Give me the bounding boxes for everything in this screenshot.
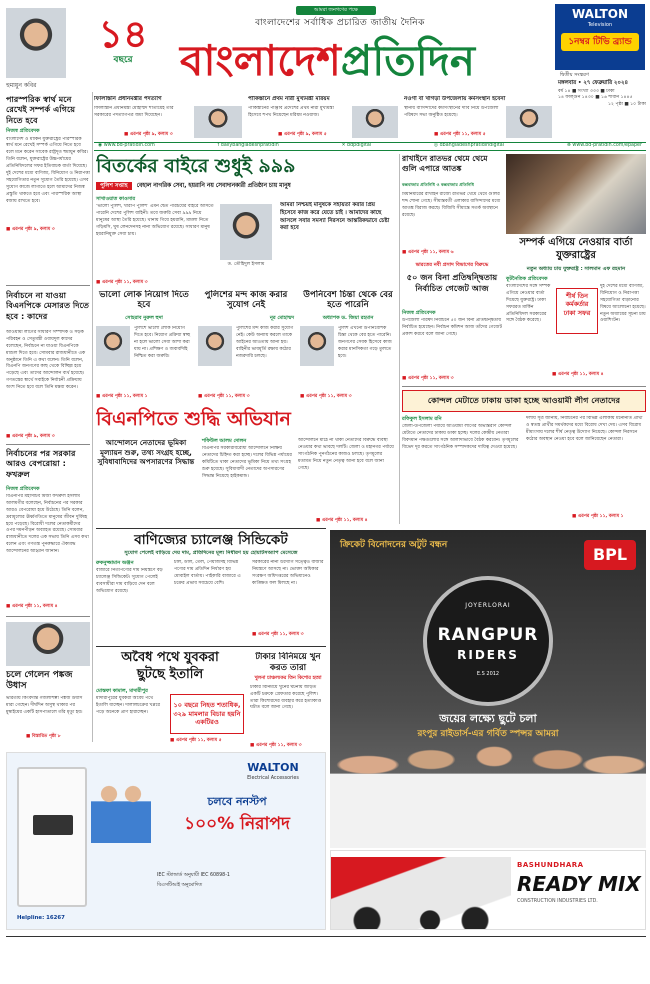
left-more-1[interactable]: ■ এরপর পৃষ্ঠা ৯, কলাম ৩ [6,226,55,232]
left-byline-1: নিজস্ব প্রতিবেদক [6,127,40,134]
sub-lead-2[interactable]: পুলিশের মন্দ কাজ করার সুযোগ নেই নূর মোহাম্মদ পুলিশের মন্দ কাজ করার সুযোগ নেই। কেউ অন্যায় করলে তাকে আইনের আওতায় আনা হয়। বাহিনীর ভাবমূর্তি রক্ষায় কঠোর নজরদারি চলছে। ■ এরপর পৃষ্ঠা ১১, কলাম ৩ [198,290,294,399]
us-byline: কূটনৈতিক প্রতিবেদক [506,276,548,282]
walton-tv-sub: Television [587,22,613,29]
sub-lead-3-title: উপনিবেশ চিন্তা থেকে বের হতে পারেনি [303,290,393,311]
syndicate-more[interactable]: ■ এরপর পৃষ্ঠা ১১, কলাম ৩ [252,632,304,637]
social-fb[interactable] [218,143,279,149]
social-x-text: bdpdigital [347,143,372,149]
teaser-3-photo [506,106,552,138]
readymix-ad[interactable] [330,850,646,930]
left-column: পারস্পরিক স্বার্থ মনে রেখেই সম্পর্ক এগিয়ে নিতে হবে নিজস্ব প্রতিবেদক বাংলাদেশ ও মার্কিন যুক্তরাষ্ট্রের পারস্পরিক স্বার্থ মনে রেখেই সম্পর্ক এগিয়ে নিতে হবে বলে মনে করেন সাবেক রাষ্ট্রদূত হুমায়ুন কবির। তিনি বলেন, যুক্তরাষ্ট্রের উচ্চপর্যায়ের প্রতিনিধিদলের সফর ইতিবাচক বার্তা দিয়েছে। দুই দেশের মধ্যে বাণিজ্য, বিনিয়োগ ও নিরাপত্তা সহযোগিতার নতুন সুযোগ তৈরি হয়েছে। এসব সুযোগ কাজে লাগাতে হলে আমাদের নিজস্ব প্রস্তুতি থাকতে হবে এবং পারস্পরিক আস্থা বজায় রাখতে হবে। ■ এরপর পৃষ্ঠা ৯, কলাম ৩ নির্বাচনে না যাওয়া বিএনপিকে মেসারত দিতে হবে : কাদের আওয়ামী লীগের সাধারণ সম্পাদক ও সড়ক পরিবহন ও সেতুমন্ত্রী ওবায়দুল কাদের বলেছেন, নির্বাচনে না যাওয়া বিএনপিকে মাশুল দিতে হবে। সোমবার রাজধানীতে এক অনুষ্ঠানে তিনি এ কথা বলেন। তিনি বলেন, বিএনপি জনগণের কাছ থেকে বিচ্ছিন্ন হয়ে পড়েছে এবং তাদের আন্দোলন ব্যর্থ হয়েছে। গণতন্ত্রের স্বার্থে সবাইকে নির্বাচনী প্রক্রিয়ায় অংশ নিতে হবে বলে তিনি মন্তব্য করেন। ■ এরপর পৃষ্ঠা ৯, কলাম ৩ নির্বাচনের পর সরকার আরও বেপরোয়া : ফখরুল নিজস্ব প্রতিবেদক বিএনপির মহাসচিব মির্জা ফখরুল ইসলাম আলমগীর বলেছেন, নির্বাচনের পর সরকার আরও বেপরোয়া হয়ে উঠেছে। তিনি বলেন, দ্রব্যমূল্যের ঊর্ধ্বগতিতে মানুষের জীবন দুর্বিষহ হয়ে পড়েছে। বিরোধী দলের নেতাকর্মীদের ওপর দমনপীড়ন অব্যাহত রয়েছে। সোমবার রাজধানীতে দলের এক সভায় তিনি এসব কথা বলেন এবং গণতন্ত্র পুনরুদ্ধারে ঐক্যবদ্ধ আন্দোলনের আহ্বান জানান। ■ এরপর পৃষ্ঠা ১১, কলাম ৪ চলে গেলেন পঙ্কজ উধাস ভারতীয় কিংবদন্তি গজলশিল্পী পঙ্কজ উধাস মারা গেছেন। দীর্ঘদিন অসুস্থ থাকার পর মুম্বাইয়ের একটি হাসপাতালে তাঁর মৃত্যু হয়। ■ বিস্তারিত পৃষ্ঠা ৮ [6,94,90,739]
italy-story: অবৈধ পথে যুবকরা ছুটছে ইতালি মোস্তফা কামাল, মাদারীপুর মাদারীপুরের যুবকরা অবৈধ পথে ইতালি যাচ্ছেন। দালালচক্রের খপ্পরে পড়ে অনেকে প্রাণ হারাচ্ছেন। ১০ বছরে নিহত শতাধিক, ৩২৯ মামলার বিচার হয়নি একটিরও ■ এরপর পৃষ্ঠা ১১, কলাম ৫ [96,650,246,746]
bpl-slogan-2: রংপুর রাইডার্স-এর গর্বিত স্পন্সর আমরা [417,729,559,739]
election-headline[interactable]: ৫০ জন বিনা প্রতিদ্বন্দ্বিতায় নির্বাচিত গেজেট আজ [406,272,498,293]
tagline-box: আমরা জনগণের পক্ষে [296,6,376,15]
teaser-1[interactable]: ফিলিস্তিনি প্রধানমন্ত্রীর পদত্যাগ ফিলিস্তিনি প্রধানমন্ত্রী মোহাম্মদ শাতায়েহ তাঁর সরকারের পদত্যাগপত্র জমা দিয়েছেন। ■ এরপর পৃষ্ঠা ৯, কলাম ৩ [94,96,244,140]
readymix-main: READY MIX [517,872,641,896]
nameplate[interactable] [180,30,540,92]
left-more-3[interactable]: ■ এরপর পৃষ্ঠা ১১, কলাম ৪ [6,604,58,609]
sub-lead-1-author: সোহরাব নুরুল হুদা [125,314,163,321]
right-column: রাখাইনে রাতভর থেমে থেমে গুলি এপারে আতঙ্ক কক্সবাজার প্রতিনিধি ও কক্সবাজার প্রতিনিধি মিয়ানমারের রাখাইন রাজ্যে রাতভর থেমে থেমে গুলির শব্দ শোনা গেছে। সীমান্তবর্তী এলাকার বাসিন্দাদের মধ্যে আতঙ্ক বিরাজ করছে। বিজিবি সীমান্তে সতর্ক অবস্থানে রয়েছে। ■ এরপর পৃষ্ঠা ১১, কলাম ৬ সম্পর্ক এগিয়ে নেওয়ার বার্তা যুক্তরাষ্ট্রের নতুন অধ্যায় চায় যুক্তরাষ্ট্র : সালমান এফ রহমান কূটনৈতিক প্রতিবেদক বাংলাদেশের সঙ্গে সম্পর্ক এগিয়ে নেওয়ার বার্তা দিয়েছে যুক্তরাষ্ট্র। ঢাকা সফররত মার্কিন প্রতিনিধিদল সরকারের সঙ্গে বৈঠক করেছে। শীর্ষ তিন কর্মকর্তার ঢাকা সফর দুই দেশের মধ্যে বাণিজ্য, বিনিয়োগ ও নিরাপত্তা সহযোগিতা বাড়ানোর বিষয়ে আলোচনা হয়েছে। নতুন অধ্যায়ের সূচনা চায় ওয়াশিংটন। ■ এরপর পৃষ্ঠা ১১, কলাম ৪ ভারতের নবী প্রসাদ বিভাগের বিরুদ্ধে ৫০ জন বিনা প্রতিদ্বন্দ্বিতায় নির্বাচিত গেজেট আজ নিজস্ব প্রতিবেদক উপজেলা পরিষদ নির্বাচনে ৫০ জন বিনা প্রতিদ্বন্দ্বিতায় নির্বাচিত হয়েছেন। নির্বাচন কমিশন আজ তাঁদের গেজেট প্রকাশ করবে বলে জানা গেছে। ■ এরপর পৃষ্ঠা ১১, কলাম ৩ কোন্দল মেটাতে ঢাকায় ডাকা হচ্ছে আওয়ামী লীগ নেতাদের রফিকুল ইসলাম রনি জেলা-উপজেলা পর্যায়ে আওয়ামী লীগের অভ্যন্তরীণ কোন্দল মেটাতে নেতাদের ঢাকায় ডাকা হচ্ছে। দলের কেন্দ্রীয় নেতারা বিবদমান পক্ষগুলোর সঙ্গে আলাদাভাবে বৈঠক করবেন। তৃণমূলের বিভেদ দূর করতে সাংগঠনিক সম্পাদকদের দায়িত্ব দেওয়া হয়েছে। দলীয় সূত্র জানায়, নির্বাচনের পর বিভিন্ন এলাকায় মনোনীত প্রার্থী ও স্বতন্ত্র প্রার্থীর সমর্থকদের মধ্যে বিরোধ দেখা দেয়। এসব বিরোধ মীমাংসায় দলের শীর্ষ নেতৃত্ব উদ্যোগ নিয়েছে। কোন্দল নিরসনে কঠোর অবস্থান নেওয়া হবে বলে জানিয়েছেন নেতারা। ■ এরপর পৃষ্ঠা ১১, কলাম ১ [402,154,646,519]
rangpur-est: E.S 2012 [476,671,500,678]
bpl-ad[interactable] [330,530,646,848]
page-price: ১২ পৃষ্ঠা ■ ১০ টাকা [608,101,646,107]
teaser-2-title: পাকিস্তানে প্রথম নারী মুখ্যমন্ত্রী মরিয়ম [248,96,330,102]
bpl-top-text: ক্রিকেট বিনোদনের অটুট বন্ধন [340,540,448,550]
social-fb-text: dailybangladeshpratidin [220,143,279,149]
sub-lead-2-more: ■ এরপর পৃষ্ঠা ১১, কলাম ৩ [198,394,250,399]
us-inset-title: শীর্ষ তিন কর্মকর্তার ঢাকা সফর [563,292,591,317]
walton-bullet-2: বিএসটিআই অনুমোদিত [157,883,202,888]
sub-lead-2-photo [198,326,232,366]
calendar-line: ১৪ ফাল্গুন ১৪৩০ ■ ১৬ শাবান ১৪৪৫ [558,95,633,101]
social-ig-text: dbangladeshpratidindigital [439,143,505,149]
teaser-2[interactable]: পাকিস্তানে প্রথম নারী মুখ্যমন্ত্রী মরিয়ম পাকিস্তানের পাঞ্জাব প্রদেশের প্রথম নারী মুখ্যমন্ত্রী হিসেবে শপথ নিয়েছেন মরিয়ম নওয়াজ। ■ এরপর পৃষ্ঠা ৯, কলাম ৫ [248,96,400,140]
sub-lead-2-title: পুলিশের মন্দ কাজ করার সুযোগ নেই [204,290,288,311]
lead-photo-caption: ড. তৌহিদুল ইসলাম [227,262,265,267]
social-bar [94,142,646,151]
lead-more[interactable]: ■ এরপর পৃষ্ঠা ১১, কলাম ৩ [96,280,148,285]
kondol-byline: রফিকুল ইসলাম রনি [402,416,442,422]
columnist-photo [6,8,66,78]
readymix-sub: CONSTRUCTION INDUSTRIES LTD. [517,899,598,904]
left-byline-3: নিজস্ব প্রতিবেদক [6,486,40,492]
rakhine-more[interactable]: ■ এরপর পৃষ্ঠা ১১, কলাম ৬ [402,250,454,255]
players-photo [330,744,646,848]
rakhine-byline: কক্সবাজার প্রতিনিধি ও কক্সবাজার প্রতিনিধি [402,182,474,187]
lead-quote: আমরা নিশ্চয়ই মানুষকে সহায়তা করার প্রিয় হিসেবে কাজ করে যেতে চাই । আমাদের কাছে আসলে সবার সমস্যা নিরসনে আন্তরিকভাবে চেষ্টা করা হবে [280,202,390,232]
taka-subhead: খুলনা চাঞ্চল্যকর তিন কিশোর হত্যা [254,676,322,682]
date-line: মঙ্গলবার • ২৭ ফেব্রুয়ারি ২০২৪ [558,80,628,86]
italy-inset [170,694,244,734]
walton-tv-ad[interactable] [555,4,645,70]
edition-label: দ্বিতীয় সংস্করণ [560,72,589,78]
italy-byline: মোস্তফা কামাল, মাদারীপুর [96,688,148,694]
anniversary-word: বছরে [113,55,133,65]
rakhine-photo [506,154,646,234]
us-more[interactable]: ■ এরপর পৃষ্ঠা ১১, কলাম ৪ [552,372,604,377]
lead-headline[interactable]: বিতর্কের বাইরে শুধুই ৯৯৯ [96,155,296,177]
facebook-icon: f [217,143,220,149]
teaser-3-more: ■ এরপর পৃষ্ঠা ১১, কলাম ৫ [434,132,486,137]
left-more-4[interactable]: ■ বিস্তারিত পৃষ্ঠা ৮ [26,734,61,739]
breaker-image [17,767,87,907]
nameplate-left: বাংলাদেশ [180,36,341,85]
anniversary-logo [88,14,158,64]
italy-headline[interactable]: অবৈধ পথে যুবকরা ছুটছে ইতালি [121,650,219,682]
election-more[interactable]: ■ এরপর পৃষ্ঠা ১১, কলাম ৩ [402,376,454,381]
walton-tv-rank: ১নম্বর টিভি ব্র্যান্ড [561,33,639,51]
social-epaper[interactable] [567,143,642,149]
us-subhead: নতুন অধ্যায় চায় যুক্তরাষ্ট্র : সালমান এফ রহমান [526,266,626,272]
x-icon: ✕ [341,143,346,149]
taka-more[interactable]: ■ এরপর পৃষ্ঠা ১১, কলাম ৩ [250,742,302,748]
sub-lead-3[interactable]: উপনিবেশ চিন্তা থেকে বের হতে পারেনি অধ্যাপক ড. জিয়া রহমান পুলিশ এখনো উপনিবেশিক চিন্তা থেকে বের হতে পারেনি। জনগণের সেবক হিসেবে কাজ করার মানসিকতা গড়ে তুলতে হবে। ■ এরপর পৃষ্ঠা ১১, কলাম ৩ [300,290,396,404]
sub-lead-2-author: নূর মোহাম্মদ [269,314,294,321]
taka-headline[interactable]: টাকার বিনিময়ে খুন করত তারা [255,652,321,674]
walton-logo-text: WALTON [247,761,299,774]
tagline: বাংলাদেশের সর্বাধিক প্রচারিত জাতীয় দৈনিক [255,18,425,28]
bnp-deck: আন্দোলনে নেতাদের ভূমিকা মূল্যায়ন শুরু, তথ্য সংগ্রহ হচ্ছে, সুবিধাবাদিদের অপসারণের সিদ্ধান্ত [97,438,195,467]
bnp-more[interactable]: ■ এরপর পৃষ্ঠা ১১, কলাম ৪ [316,518,368,523]
walton-electrical-ad[interactable] [6,752,326,930]
walton-tv-brand: WALTON [571,7,629,21]
us-headline[interactable]: সম্পর্ক এগিয়ে নেওয়ার বার্তা যুক্তরাষ্ট্রের [519,237,633,261]
social-ig[interactable] [434,143,504,149]
teaser-2-photo [352,106,398,138]
sub-lead-3-author: অধ্যাপক ড. জিয়া রহমান [322,314,374,321]
left-more-2[interactable]: ■ এরপর পৃষ্ঠা ৯, কলাম ৩ [6,434,55,439]
teaser-1-title: ফিলিস্তিনি প্রধানমন্ত্রীর পদত্যাগ [94,96,162,102]
kids-image [91,773,151,843]
syndicate-subhead: সুযোগ পেলেই বাড়িয়ে দেয় দাম, প্রতিদিনের মূল্য নির্ধারণ হয় হোয়াটসঅ্যাপ মেসেজে [124,550,298,556]
left-kicker-name: হুমায়ুন কবির [6,82,37,89]
lead-byline: সাখাওয়াত কাওসার [96,196,136,202]
taka-story: টাকার বিনিময়ে খুন করত তারা খুলনা চাঞ্চল্যকর তিন কিশোর হত্যা টাকার বিনিময়ে খুনের ঘটনায় জড়িত একটি চক্রকে গ্রেফতার করেছে পুলিশ। তারা কিশোরদের ব্যবহার করে হত্যাকাণ্ড ঘটাত বলে জানা গেছে। ■ এরপর পৃষ্ঠা ১১, কলাম ৩ [250,652,326,746]
rangpur-main: RANGPUR [437,625,539,646]
top-teasers [94,96,554,140]
social-web-text: www.bd-pratidin.com [103,143,155,149]
bnp-story: বিএনপিতে শুদ্ধি অভিযান আন্দোলনে নেতাদের ভূমিকা মূল্যায়ন শুরু, তথ্য সংগ্রহ হচ্ছে, সুবিধাবাদিদের অপসারণের সিদ্ধান্ত শফিউল আলম দোলন বিএনপির সরকারবিরোধী আন্দোলনে নিষ্ক্রিয় নেতাদের চিহ্নিত করা হচ্ছে। দলের বিভিন্ন পর্যায়ের কমিটিতে থাকা নেতাদের ভূমিকা নিয়ে তথ্য সংগ্রহ শুরু হয়েছে। সুবিধাবাদী নেতাদের অপসারণের সিদ্ধান্ত নিয়েছে হাইকমান্ড। আন্দোলনে মাঠে না থাকা নেতাদের বিরুদ্ধে ব্যবস্থা নেওয়ার কথা ভাবছে দলটি। জেলা ও মহানগর পর্যায়ে সাংগঠনিক পুনর্গঠনের কাজও চলছে। তৃণমূলের মতামত নিয়ে নতুন নেতৃত্ব আনা হবে বলে জানা গেছে। ■ এরপর পৃষ্ঠা ১১, কলাম ৪ [96,406,396,526]
rangpur-badge [423,576,553,706]
sub-lead-row [96,290,396,404]
sub-lead-1-title: ভালো লোক নিয়োগ দিতে হবে [99,290,189,311]
date-box [558,80,646,113]
lead-subhead: বেহাল নাগরিক সেবা, হয়রানি নয় সেবাদানকারী প্রতিষ্ঠান চায় মানুষ [136,183,291,189]
bpl-slogan: জয়ের লক্ষ্যে ছুটে চলা [439,712,537,725]
kondol-box[interactable] [402,390,646,412]
left-headline-3[interactable]: নির্বাচনের পর সরকার আরও বেপরোয়া : ফখরুল [6,448,76,479]
lead-photo [220,204,272,260]
globe-icon: ⊕ [566,143,571,149]
us-inset [556,288,598,334]
rangpur-top: JOYERLORAI [465,602,511,609]
sub-lead-3-more: ■ এরপর পৃষ্ঠা ১১, কলাম ৩ [300,394,352,399]
bnp-headline[interactable]: বিএনপিতে শুদ্ধি অভিযান [96,408,291,430]
issue-line: বর্ষ ১৪ ■ সংখ্যা ৩৩৩ ■ ঢাকা [558,89,615,95]
teaser-1-more: ■ এরপর পৃষ্ঠা ৯, কলাম ৩ [124,132,173,137]
lead-kicker: পুলিশ সপ্তাহ [96,182,132,190]
walton-logo-sub: Electrical Accessories [247,775,299,781]
bpl-logo: BPL [584,540,636,570]
syndicate-byline: রুকনুজ্জামান অঞ্জন [96,560,134,566]
pankaj-photo [6,622,90,666]
syndicate-headline[interactable]: বাণিজ্যের চ্যালেঞ্জ সিন্ডিকেট [134,532,288,548]
social-epaper-text: www.bd-pratidin.com/epaper [572,143,642,149]
walton-bullet-1: IEC স্ট্যান্ডার্ড অনুযায়ী IEC 60898-1 [157,873,230,878]
left-headline-2[interactable]: নির্বাচনে না যাওয়া বিএনপিকে মেসারত দিতে হবে : কাদের [6,290,90,321]
teaser-1-photo [194,106,242,138]
nameplate-right: প্রতিদিন [340,36,475,85]
italy-inset-text: ১০ বছরে নিহত শতাধিক, ৩২৯ মামলার বিচার হয়নি একটিরও [173,701,241,727]
sub-lead-1[interactable]: ভালো লোক নিয়োগ দিতে হবে সোহরাব নুরুল হুদা পুলিশে ভালো লোক নিয়োগ দিতে হবে। নিয়োগ প্রক্রিয়া স্বচ্ছ না হলে ভালো সেবা আশা করা যায় না। প্রশিক্ষণ ও জবাবদিহি নিশ্চিত করা জরুরি। ■ এরপর পৃষ্ঠা ১১, কলাম ১ [96,290,191,399]
syndicate-story: বাণিজ্যের চ্যালেঞ্জ সিন্ডিকেট সুযোগ পেলেই বাড়িয়ে দেয় দাম, প্রতিদিনের মূল্য নির্ধারণ হয় হোয়াটসঅ্যাপ মেসেজে রুকনুজ্জামান অঞ্জন বাজারে নিত্যপণ্যের দাম নিয়ন্ত্রণে বড় চ্যালেঞ্জ সিন্ডিকেট। সুযোগ পেলেই ব্যবসায়ীরা দাম বাড়িয়ে দেন বলে অভিযোগ রয়েছে। চাল, ডাল, তেল, পেঁয়াজসহ বিভিন্ন পণ্যের দাম প্রতিদিন নির্ধারণ হয় মোবাইল বার্তায়। পাইকারি বাজারে এ চক্রের প্রভাব সবচেয়ে বেশি। সরকারের নানা উদ্যোগ সত্ত্বেও বাজার নিয়ন্ত্রণে আসছে না। ভোক্তা অধিকার সংরক্ষণ অধিদপ্তরের অভিযানেও কাঙ্ক্ষিত ফল মিলছে না। ■ এরপর পৃষ্ঠা ১১, কলাম ৩ [96,530,326,642]
sub-lead-3-photo [300,326,334,366]
sub-lead-1-photo [96,326,130,366]
election-deck: ভারতের নবী প্রসাদ বিভাগের বিরুদ্ধে [415,262,489,268]
rakhine-kicker[interactable]: রাখাইনে রাতভর থেমে থেমে গুলি এপারে আতঙ্ক [402,154,488,173]
teaser-2-more: ■ এরপর পৃষ্ঠা ৯, কলাম ৫ [278,132,327,137]
walton-slogan: চলবে ননস্টপ [207,795,267,808]
sub-lead-1-more: ■ এরপর পৃষ্ঠা ১১, কলাম ১ [96,394,148,399]
walton-big: ১০০% নিরাপদ [184,814,290,834]
readymix-brand: BASHUNDHARA [517,861,584,869]
left-headline-4[interactable]: চলে গেলেন পঙ্কজ উধাস [6,670,73,692]
anniversary-number: ১৪ [98,12,148,56]
mixer-truck-image [331,857,511,929]
left-headline-1[interactable]: পারস্পরিক স্বার্থ মনে রেখেই সম্পর্ক এগিয়ে নিতে হবে [6,94,76,125]
italy-more[interactable]: ■ এরপর পৃষ্ঠা ১১, কলাম ৫ [170,738,222,743]
social-x[interactable] [342,143,372,149]
election-byline: নিজস্ব প্রতিবেদক [402,310,436,316]
rangpur-sub: RIDERS [457,648,519,663]
kondol-headline: কোন্দল মেটাতে ঢাকায় ডাকা হচ্ছে আওয়ামী লীগ নেতাদের [427,396,621,406]
teaser-3-title: নওগাঁ বা খাগড়া উপজেলায় কর্মসংস্থান হবেনা [404,96,506,102]
teaser-3[interactable]: নওগাঁ বা খাগড়া উপজেলায় কর্মসংস্থান হবেনা স্থানীয় বাসিন্দাদের কর্মসংস্থানের দাবি নিয়ে উপজেলা পরিষদে সভা অনুষ্ঠিত হয়েছে। ■ এরপর পৃষ্ঠা ১১, কলাম ৫ [404,96,554,140]
walton-logo [227,761,319,782]
instagram-icon: ◎ [433,143,439,149]
kondol-more[interactable]: ■ এরপর পৃষ্ঠা ১১, কলাম ১ [572,514,624,519]
lead-story: বিতর্কের বাইরে শুধুই ৯৯৯ পুলিশ সপ্তাহ বেহাল নাগরিক সেবা, হয়রানি নয় সেবাদানকারী প্রতিষ্ঠান চায় মানুষ সাখাওয়াত কাওসার ‘ভালো পুলিশ, খারাপ পুলিশ’ এমন দ্বৈত পরিচয়ের বাইরে আসতে পারেনি দেশের পুলিশ বাহিনী। তবে জরুরি সেবা ৯৯৯ নিয়ে মানুষের আস্থা তৈরি হয়েছে। থানায় গিয়ে হয়রানি, মামলা নিতে গড়িমসি, ঘুষ লেনদেনসহ নানা অভিযোগ রয়েছে। সাধারণ মানুষ হয়রানিমুক্ত সেবা চায়। ড. তৌহিদুল ইসলাম আমরা নিশ্চয়ই মানুষকে সহায়তা করার প্রিয় হিসেবে কাজ করে যেতে চাই । আমাদের কাছে আসলে সবার সমস্যা নিরসনে আন্তরিকভাবে চেষ্টা করা হবে ■ এরপর পৃষ্ঠা ১১, কলাম ৩ [96,154,396,288]
social-web[interactable]: ◉ www.bd-pratidin.com [98,143,155,149]
walton-helpline: Helpline: 16267 [17,915,65,921]
bnp-byline: শফিউল আলম দোলন [202,438,247,444]
